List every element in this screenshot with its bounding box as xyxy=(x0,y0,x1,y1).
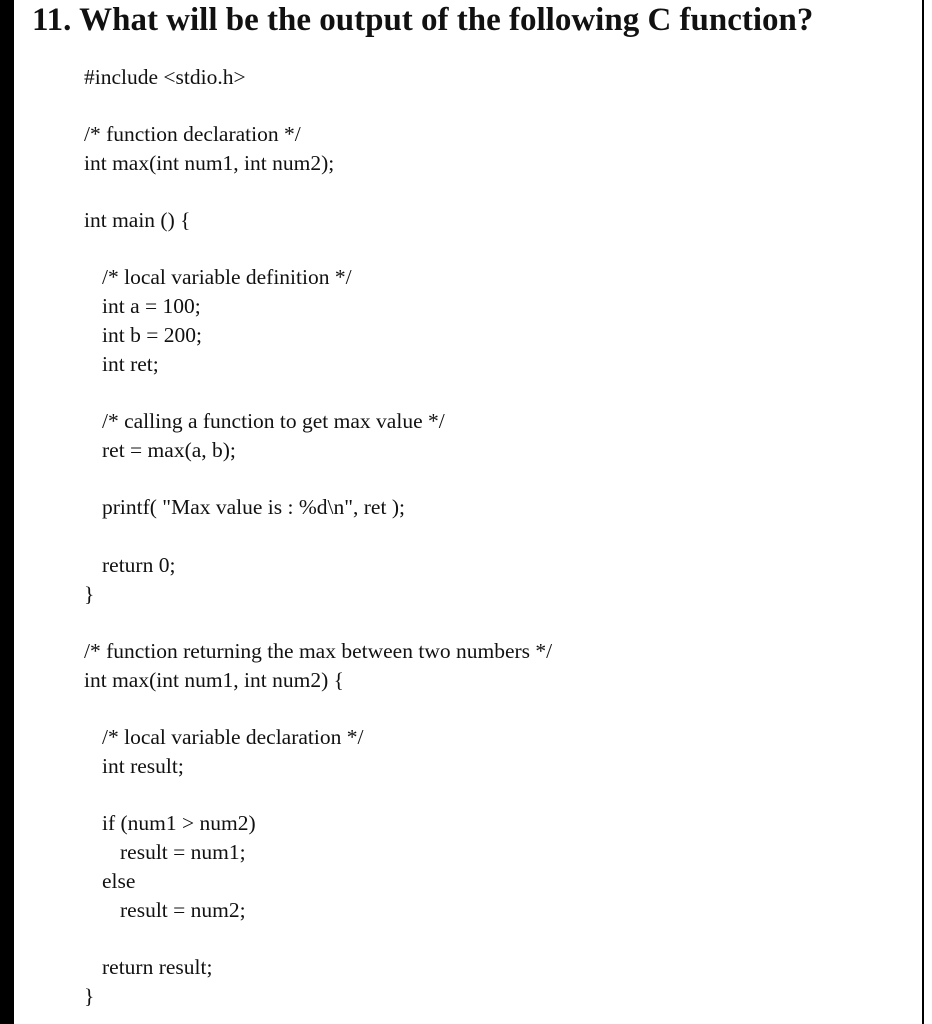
code-line: int max(int num1, int num2) { xyxy=(84,668,344,692)
code-line: ret = max(a, b); xyxy=(102,438,236,462)
right-border-rule xyxy=(922,0,924,1024)
code-line: #include <stdio.h> xyxy=(84,65,246,89)
code-line: printf( "Max value is : %d\n", ret ); xyxy=(102,495,405,519)
code-line: result = num1; xyxy=(120,840,246,864)
code-line: int max(int num1, int num2); xyxy=(84,151,335,175)
code-line: result = num2; xyxy=(120,898,246,922)
code-line: /* function declaration */ xyxy=(84,122,301,146)
code-line: /* local variable definition */ xyxy=(102,265,352,289)
question-number: 11. xyxy=(32,2,72,38)
code-line: int b = 200; xyxy=(102,323,202,347)
code-line: } xyxy=(84,984,95,1008)
question-text: What will be the output of the following C function? xyxy=(79,2,814,38)
code-line: return result; xyxy=(102,955,213,979)
code-line: int ret; xyxy=(102,352,159,376)
code-line: } xyxy=(84,582,95,606)
code-line: int main () { xyxy=(84,208,191,232)
code-line: return 0; xyxy=(102,553,176,577)
code-line: if (num1 > num2) xyxy=(102,811,256,835)
code-line: /* function returning the max between two numbers */ xyxy=(84,639,553,663)
code-line: /* local variable declaration */ xyxy=(102,725,364,749)
code-line: int a = 100; xyxy=(102,294,201,318)
code-line: int result; xyxy=(102,754,184,778)
code-line: else xyxy=(102,869,136,893)
code-line: /* calling a function to get max value */ xyxy=(102,409,445,433)
